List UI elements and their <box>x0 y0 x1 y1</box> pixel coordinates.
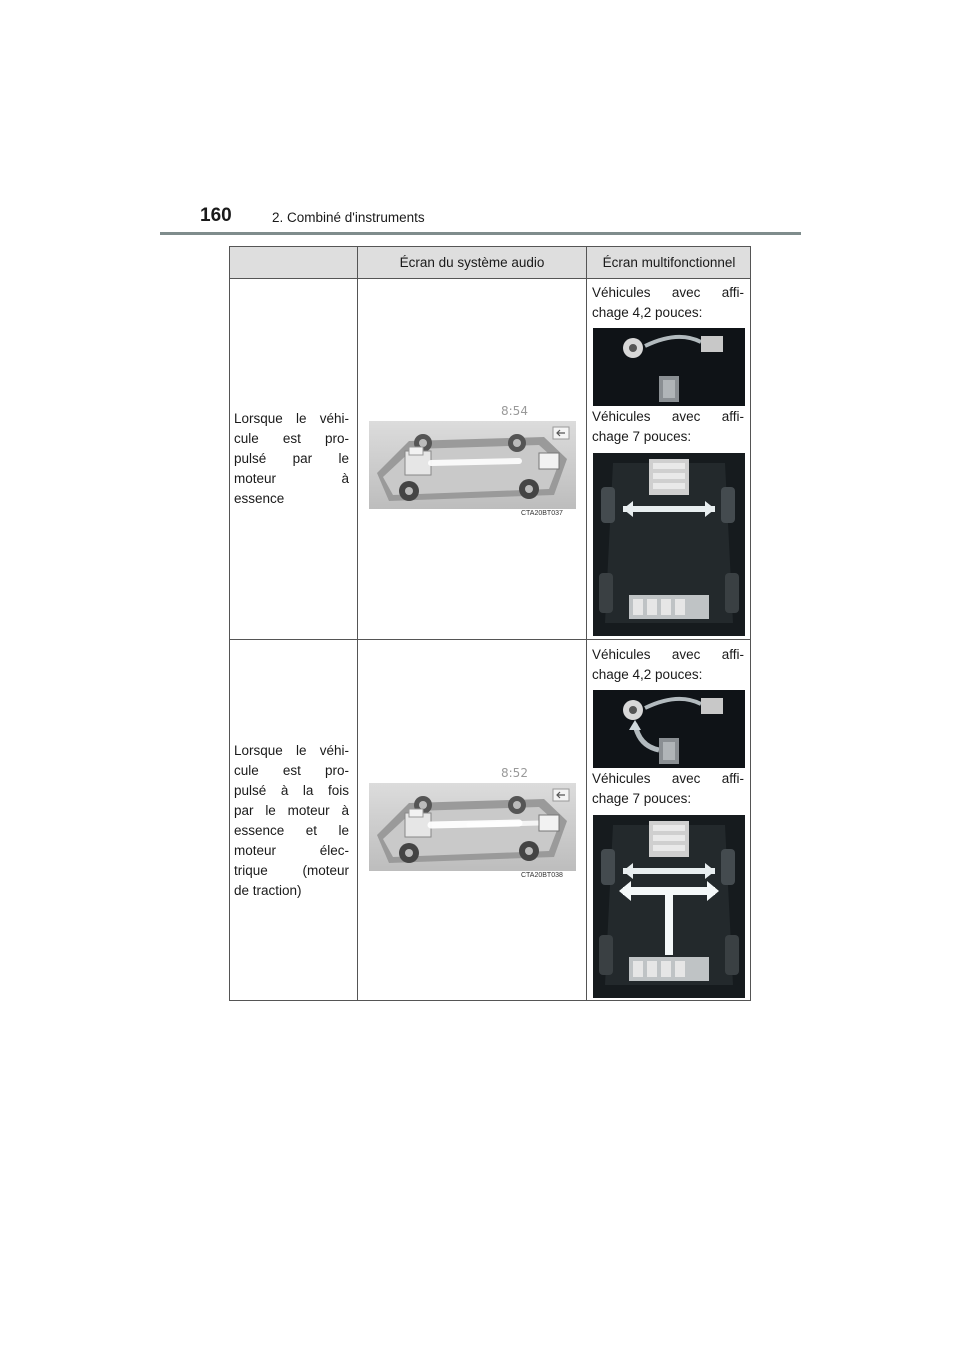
row-divider <box>230 639 750 640</box>
condition-line: cule est pro- <box>234 763 349 778</box>
page-number: 160 <box>200 205 232 226</box>
note-small-row-1 <box>592 283 744 322</box>
condition-line: pulsé à la fois <box>234 783 349 798</box>
back-arrow-icon <box>553 789 569 801</box>
column-divider <box>586 247 587 1000</box>
engine-icon <box>701 336 723 352</box>
condition-line: de traction) <box>234 883 302 898</box>
condition-line: Lorsque le véhi- <box>234 411 349 426</box>
battery-icon <box>629 957 709 981</box>
col-header-audio: Écran du système audio <box>399 255 545 270</box>
engine-icon <box>649 459 689 495</box>
mfd-small-image-row-1 <box>593 328 745 406</box>
note-line: chage 4,2 pouces: <box>592 666 703 682</box>
note-large-row-2 <box>592 769 744 808</box>
engine-icon <box>649 821 689 857</box>
image-code-row-1: CTA20BT037 <box>521 510 563 517</box>
condition-line: pulsé par le <box>234 451 349 466</box>
audio-screen-image-row-1 <box>369 421 576 509</box>
engine-icon <box>701 698 723 714</box>
engine-icon <box>405 809 431 837</box>
condition-text-row-1 <box>234 409 349 509</box>
note-large-row-1 <box>592 407 744 446</box>
battery-icon <box>659 376 679 402</box>
wheel-icon <box>623 700 643 720</box>
condition-line: par le moteur à <box>234 803 349 818</box>
wheel-icon <box>623 338 643 358</box>
note-line: Véhicules avec affi- <box>592 647 744 662</box>
condition-line: essence <box>234 491 285 506</box>
condition-line: moteur à <box>234 471 349 486</box>
note-line: chage 4,2 pouces: <box>592 304 703 320</box>
note-line: Véhicules avec affi- <box>592 285 744 300</box>
column-divider <box>357 247 358 1000</box>
battery-icon <box>539 815 559 831</box>
condition-line: essence et le <box>234 823 349 838</box>
back-arrow-icon <box>553 427 569 439</box>
row-divider <box>230 278 750 279</box>
mfd-small-image-row-2 <box>593 690 745 768</box>
condition-line: cule est pro- <box>234 431 349 446</box>
energy-monitor-table <box>229 246 751 1001</box>
col-header-mfd: Écran multifonctionnel <box>602 255 736 270</box>
note-line: Véhicules avec affi- <box>592 409 744 424</box>
battery-icon <box>539 453 559 469</box>
condition-line: moteur élec- <box>234 843 349 858</box>
engine-icon <box>405 447 431 475</box>
note-line: chage 7 pouces: <box>592 428 692 444</box>
condition-text-row-2 <box>234 741 349 901</box>
header-rule <box>160 232 801 235</box>
mfd-large-image-row-1 <box>593 453 745 636</box>
mfd-large-image-row-2 <box>593 815 745 998</box>
chapter-title: 2. Combiné d'instruments <box>272 210 425 225</box>
audio-clock: 8:52 <box>501 766 528 780</box>
audio-screen-image-row-2 <box>369 783 576 871</box>
image-code-row-2: CTA20BT038 <box>521 872 563 879</box>
audio-clock: 8:54 <box>501 404 528 418</box>
battery-icon <box>629 595 709 619</box>
note-line: Véhicules avec affi- <box>592 771 744 786</box>
battery-icon <box>659 738 679 764</box>
condition-line: trique (moteur <box>234 863 349 878</box>
note-small-row-2 <box>592 645 744 684</box>
note-line: chage 7 pouces: <box>592 790 692 806</box>
condition-line: Lorsque le véhi- <box>234 743 349 758</box>
